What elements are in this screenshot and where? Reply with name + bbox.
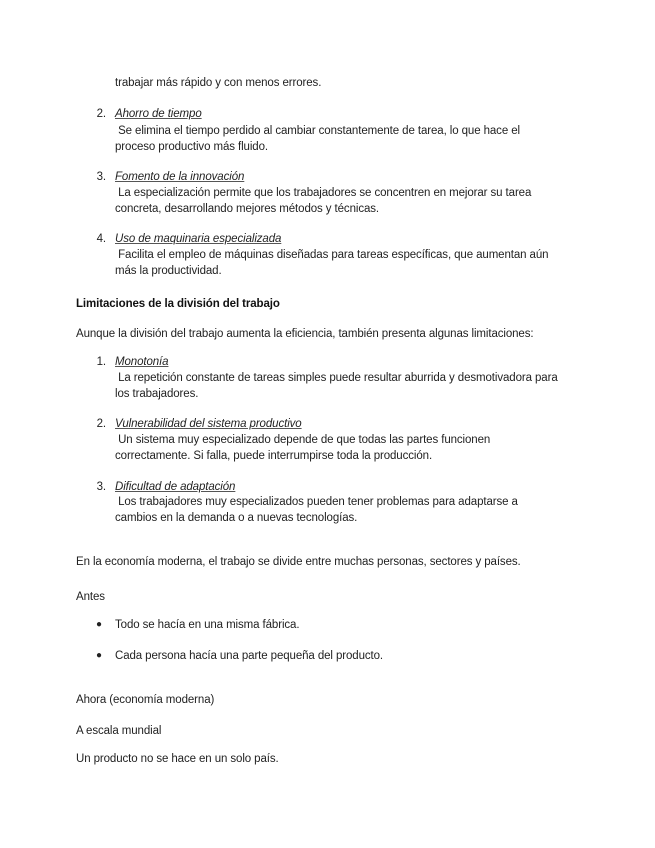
list-item-text: Facilita el empleo de máquinas diseñadas para tareas específicas, que aumentan aún [115, 249, 549, 261]
list-item-text: La repetición constante de tareas simples puede resultar aburrida y desmotivadora para [115, 372, 558, 384]
bullet-item: Todo se hacía en una misma fábrica. [115, 619, 300, 631]
bullet-icon: ● [96, 619, 102, 630]
section-heading: Limitaciones de la división del trabajo [76, 298, 280, 310]
list-item-text: los trabajadores. [115, 388, 199, 400]
section-intro: Aunque la división del trabajo aumenta la eficiencia, también presenta algunas limitaciones: [76, 328, 534, 340]
list-item-text: Los trabajadores muy especializados pueden tener problemas para adaptarse a [115, 496, 518, 508]
list-number: 3. [96, 171, 106, 183]
list-item-title: Dificultad de adaptación [115, 481, 236, 493]
list-item-text: concreta, desarrollando mejores métodos y técnicas. [115, 203, 380, 215]
list-item-title: Ahorro de tiempo [115, 108, 202, 120]
list-item-text: Se elimina el tiempo perdido al cambiar constantemente de tarea, lo que hace el [115, 125, 520, 137]
list-item-title: Fomento de la innovación [115, 171, 245, 183]
now-label: Ahora (economía moderna) [76, 694, 215, 706]
list-item-text: proceso productivo más fluido. [115, 141, 268, 153]
scale-label: A escala mundial [76, 725, 162, 737]
list-number: 2. [96, 108, 106, 120]
list-item-text: cambios en la demanda o a nuevas tecnologías. [115, 512, 358, 524]
before-label: Antes [76, 591, 105, 603]
continuation-line: trabajar más rápido y con menos errores. [115, 77, 322, 89]
list-item-title: Monotonía [115, 356, 169, 368]
list-item-text: La especialización permite que los trabajadores se concentren en mejorar su tarea [115, 187, 532, 199]
list-number: 2. [96, 418, 106, 430]
paragraph: En la economía moderna, el trabajo se divide entre muchas personas, sectores y países. [76, 556, 521, 568]
list-item-text: más la productividad. [115, 265, 222, 277]
list-item-title: Uso de maquinaria especializada [115, 233, 282, 245]
list-item-title: Vulnerabilidad del sistema productivo [115, 418, 302, 430]
list-number: 3. [96, 481, 106, 493]
list-item-text: correctamente. Si falla, puede interrumpirse toda la producción. [115, 450, 433, 462]
bullet-icon: ● [96, 650, 102, 661]
list-number: 1. [96, 356, 106, 368]
list-item-text: Un sistema muy especializado depende de que todas las partes funcionen [115, 434, 491, 446]
closing-paragraph: Un producto no se hace en un solo país. [76, 753, 279, 765]
list-number: 4. [96, 233, 106, 245]
bullet-item: Cada persona hacía una parte pequeña del producto. [115, 650, 384, 662]
